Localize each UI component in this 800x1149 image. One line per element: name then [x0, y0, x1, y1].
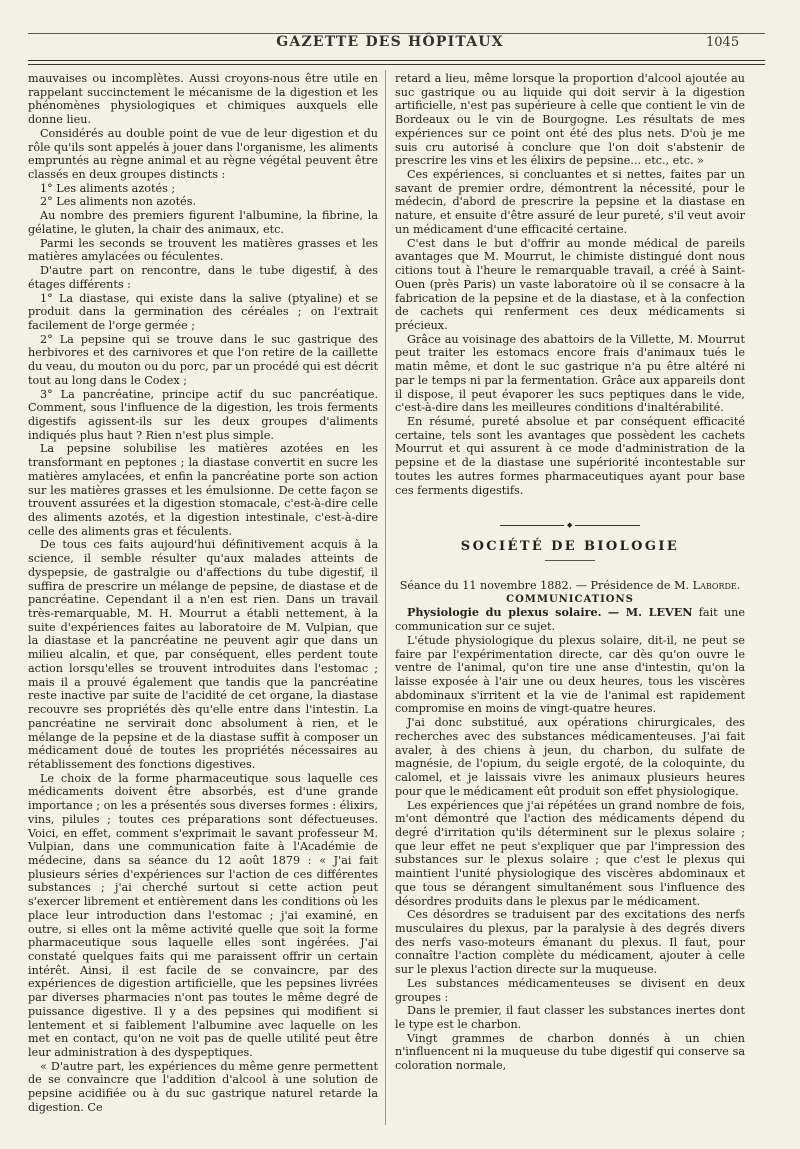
paragraph: « D'autre part, les expériences du même genre permettent de se convaincre que l'addition d'alcool à une solution de pepsine acidifiée ou à du suc gastrique naturel retarde la digestion. Ce — [28, 1059, 378, 1114]
paragraph: Au nombre des premiers figurent l'albumine, la fibrine, la gélatine, le gluten, la chair des animaux, etc. — [28, 209, 378, 236]
paragraph: mauvaises ou incomplètes. Aussi croyons-nous être utile en rappelant succinctement le mécanisme de la digestion et les phénomènes physiologiques et chimiques auxquels elle donne lieu. — [28, 72, 378, 127]
paragraph: Ces désordres se traduisent par des excitations des nerfs musculaires du plexus, par la paralysie à des degrés divers des nerfs vaso-moteurs émanant du plexus. Il faut, pour connaître l'action complète du médicament, ajouter à celle sur le plexus l'action directe sur la muqueuse. — [395, 908, 745, 977]
seance-line — [395, 579, 745, 593]
page-number: 1045 — [706, 35, 740, 50]
list-item: 2° La pepsine qui se trouve dans le suc gastrique des herbivores et des carnivores et que l'on retire de la caillette du veau, du mouton ou du porc, par un procédé qui est décrit tout au long dans le Codex ; — [28, 332, 378, 387]
seance-text: Séance du 11 novembre 1882. — Présidence de M. — [399, 579, 693, 592]
title-rule — [545, 560, 595, 561]
paragraph: D'autre part on rencontre, dans le tube digestif, à des étages différents : — [28, 264, 378, 291]
paragraph: Vingt grammes de charbon donnés à un chien n'influencent ni la muqueuse du tube digestif qui conserve sa coloration normale, — [395, 1031, 745, 1073]
left-column — [28, 72, 378, 1115]
section-divider — [500, 525, 640, 526]
paragraph: retard a lieu, même lorsque la proportion d'alcool ajoutée au suc gastrique ou au liquide qui doit servir à la digestion artificielle, n'est pas supérieure à celle que contient le vin de Bordeaux ou le vin de Bourgogne. Les résultats de mes expériences sur ce point ont été des plus nets. D'où je me suis cru autorisé à conclure que l'on doit s'abstenir de prescrire les vins et les élixirs de pepsine... etc., etc. » — [395, 72, 745, 168]
paragraph: La pepsine solubilise les matières azotées en les transformant en peptones ; la diastase convertit en sucre les matières amylacées, et enfin la pancréatine porte son action sur les matières grasses et les émulsionne. De cette façon se trouvent assurées et la digestion stomacale, c'est-à-dire celle des aliments azotés, et la digestion intestinale, c'est-à-dire celle des aliments gras et féculents. — [28, 442, 378, 538]
paragraph: Les expériences que j'ai répétées un grand nombre de fois, m'ont démontré que l'action des médicaments dépend du degré d'irritation qu'ils déterminent sur le plexus solaire ; que leur effet ne peut s'expliquer que par l'impression des substances sur le plexus solaire ; que c'est le plexus qui maintient l'unité physiologique des viscères abdominaux et que tous se dérangent simultanément sous l'influence des désordres produits dans le plexus par le médicament. — [395, 798, 745, 908]
communications-heading: COMMUNICATIONS — [506, 593, 634, 605]
society-title: SOCIÉTÉ DE BIOLOGIE — [460, 539, 680, 555]
communication-title: Physiologie du plexus solaire. — [407, 605, 602, 620]
communication-author: — M. LEVEN — [607, 605, 693, 620]
right-column — [395, 72, 745, 1073]
paragraph: Ces expériences, si concluantes et si nettes, faites par un savant de premier ordre, démontrent la nécessité, pour le médecin, d'abord de prescrire la pepsine et la diastase en nature, et ensuite d'être assuré de leur pureté, s'il veut avoir un médicament d'une efficacité certaine. — [395, 168, 745, 236]
communication-intro — [395, 606, 745, 633]
list-item: 2° Les aliments non azotés. — [40, 195, 197, 209]
paragraph: Grâce au voisinage des abattoirs de la Villette, M. Mourrut peut traiter les estomacs encore frais d'animaux tués le matin même, et dont le suc gastrique n'a pu être altéré ni par le temps ni par la fermentation. Grâce aux appareils dont il dispose, il peut évaporer les sucs peptiques dans le vide, c'est-à-dire dans les meilleures conditions d'inaltérabilité. — [395, 332, 745, 415]
header-rule — [28, 60, 765, 65]
list-item: 1° Les aliments azotés ; — [40, 181, 176, 195]
list-item: 1° La diastase, qui existe dans la salive (ptyaline) et se produit dans la germination des céréales ; on l'extrait facilement de l'orge germée ; — [28, 291, 378, 332]
paragraph: L'étude physiologique du plexus solaire, dit-il, ne peut se faire par l'expérimentation directe, car dès qu'on ouvre le ventre de l'animal, qu'on tire une anse d'intestin, qu'on la laisse exposée à l'air une ou deux heures, tous les viscères abdominaux s'irritent et la vie de l'animal est rapidement compromise en moins de vingt-quatre heures. — [395, 633, 745, 716]
communication-lead: fait une communication sur ce sujet. — [395, 606, 745, 634]
paragraph: J'ai donc substitué, aux opérations chirurgicales, des recherches avec des substances médicamenteuses. J'ai fait avaler, à des chiens à jeun, du charbon, du sulfate de magnésie, de l'opium, du seigle ergoté, de la coloquinte, du calomel, et je laissais vivre les animaux plusieurs heures pour que le médicament eût produit son effet physiologique. — [395, 716, 745, 798]
paragraph: En résumé, pureté absolue et par conséquent efficacité certaine, tels sont les avantages que possèdent les cachets Mourrut et qui assurent à ce mode d'administration de la pepsine et de la diastase une supériorité incontestable sur toutes les autres formes pharmaceutiques ayant pour base ces ferments digestifs. — [395, 414, 745, 497]
paragraph: Dans le premier, il faut classer les substances inertes dont le type est le charbon. — [395, 1004, 745, 1031]
paragraph: Les substances médicamenteuses se divisent en deux groupes : — [395, 976, 745, 1004]
paragraph: De tous ces faits aujourd'hui définitivement acquis à la science, il semble résulter qu'aux malades atteints de dyspepsie, de gastralgie ou d'affections du tube digestif, il suffira de prescrire un mélange de pepsine, de diastase et de pancréatine. Cependant il a n'en est rien. Dans un travail très-remarquable, M. H. Mourrut a établi nettement, à la suite d'expériences faites au laboratoire de M. Vulpian, que la diastase et la pancréatine ne peuvent agir que dans un milieu alcalin, et que, par conséquent, elles perdent toute action lorsqu'elles se trouvent introduites dans l'estomac ; mais il a prouvé également que tandis que la pancréatine reste inactive par suite de l'acidité de cet organe, la diastase recouvre ses propriétés dès qu'elle entre dans l'intestin. La pancréatine ne servirait donc absolument à rien, et le mélange de la pepsine et de la diastase suffit à composer un médicament doué de toutes les propriétés nécessaires au rétablissement des fonctions digestives. — [28, 538, 378, 771]
running-title: GAZETTE DES HÔPITAUX — [276, 34, 504, 50]
president-name: Laborde. — [692, 579, 741, 592]
paragraph: Le choix de la forme pharmaceutique sous laquelle ces médicaments doivent être absorbés, est d'une grande importance ; on les a présentés sous diverses formes : élixirs, vins, pilules ; toutes ces préparations sont défectueuses. Voici, en effet, comment s'exprimait le savant professeur M. Vulpian, dans une communication faite à l'Académie de médecine, dans sa séance du 12 août 1879 : « J'ai fait plusieurs séries d'expériences sur l'action de ces différentes substances ; j'ai cherché surtout si cette action peut s'exercer librement et entièrement dans les conditions où les place leur introduction dans l'estomac ; j'ai examiné, en outre, si elles ont la même activité quelle que soit la forme pharmaceutique sous laquelle elles sont ingérées. J'ai constaté quelques faits qui me paraissent offrir un certain intérêt. Ainsi, il est facile de se convaincre, par des expériences de digestion artificielle, que les pepsines livrées par diverses pharmacies n'ont pas toutes le même degré de puissance digestive. Il y a des pepsines qui modifient si lentement et si faiblement l'albumine avec laquelle on les met en contact, qu'on ne voit pas de quelle utilité peut être leur administration à des dyspeptiques. — [28, 771, 378, 1060]
paragraph: Parmi les seconds se trouvent les matières grasses et les matières amylacées ou féculentes. — [28, 236, 378, 264]
list-item: 3° La pancréatine, principe actif du suc pancréatique. Comment, sous l'influence de la digestion, les trois ferments digestifs agissent-ils sur les deux groupes d'aliments indiqués plus haut ? Rien n'est plus simple. — [28, 387, 378, 442]
column-separator — [385, 70, 386, 1125]
paragraph: C'est dans le but d'offrir au monde médical de pareils avantages que M. Mourrut, le chimiste distingué dont nous citions tout à l'heure le remarquable travail, a créé à Saint-Ouen (près Paris) un vaste laboratoire où il se consacre à la fabrication de la pepsine et de la diastase, et à la confection de cachets qui renferment ces deux médicaments si précieux. — [395, 236, 745, 332]
paragraph: Considérés au double point de vue de leur digestion et du rôle qu'ils sont appelés à jouer dans l'organisme, les aliments empruntés au règne animal et au règne végétal peuvent être classés en deux groupes distincts : — [28, 126, 378, 182]
